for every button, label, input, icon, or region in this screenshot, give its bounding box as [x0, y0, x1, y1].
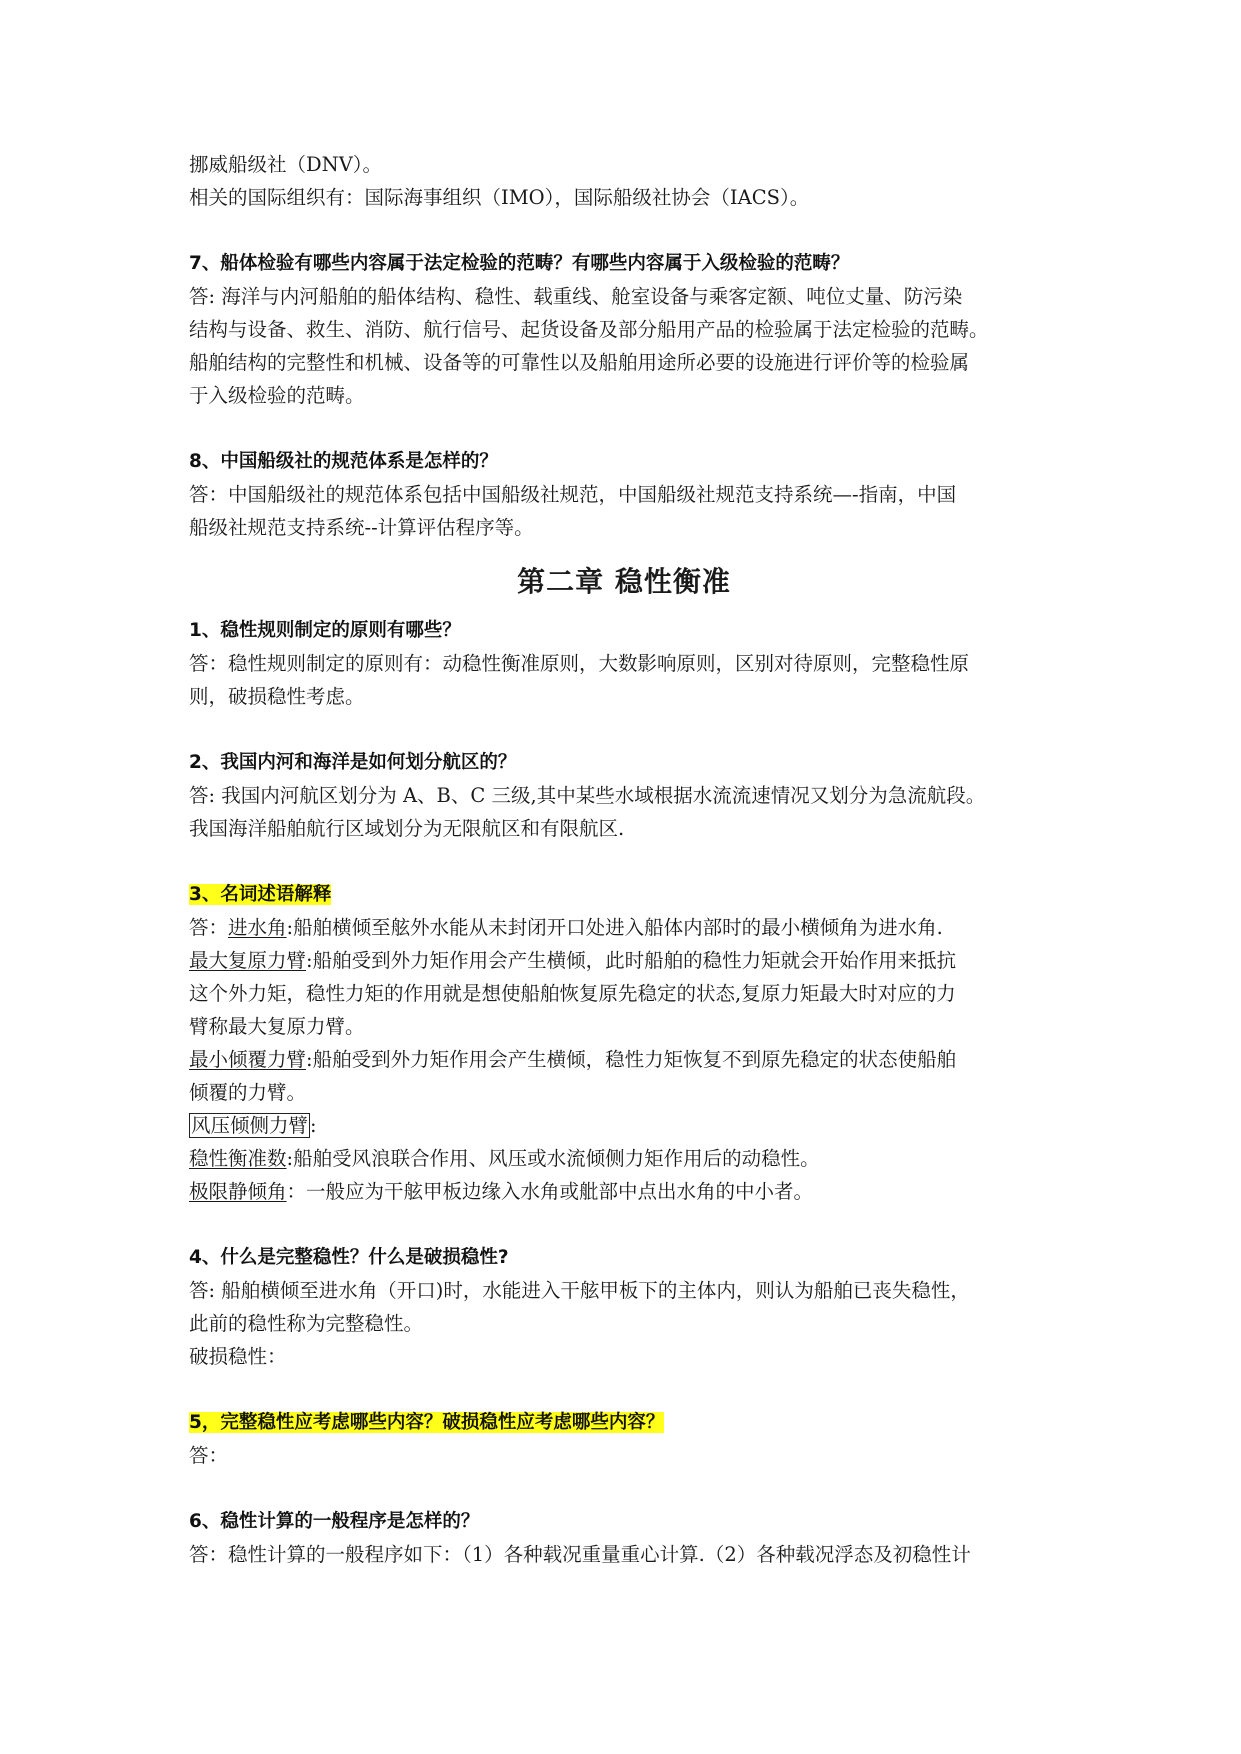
term-stability-criterion: 稳性衡准数: [189, 1147, 287, 1170]
term-limit-static-heel: 极限静倾角: [189, 1180, 287, 1203]
term-definition-line: 倾覆的力臂。: [189, 1081, 307, 1104]
chapter-title: 第二章 稳性衡准: [517, 565, 731, 598]
chapter2-question-2-answer-line: 答: 我国内河航区划分为 A、B、C 三级,其中某些水域根据水流流速情况又划分为急流航段。: [189, 784, 986, 807]
chapter2-question-2-answer-line: 我国海洋船舶航行区域划分为无限航区和有限航区.: [189, 817, 625, 840]
answer-prefix: 答：: [189, 916, 229, 939]
term-line-1: [189, 911, 1059, 944]
highlighted-title: 3、名词述语解释: [189, 884, 332, 905]
chapter2-question-4-answer-line: 答: 船舶横倾至进水角（开口)时，水能进入干舷甲板下的主体内，则认为船舶已丧失稳性，: [189, 1279, 970, 1302]
term-definition-line: 这个外力矩，稳性力矩的作用就是想使船舶恢复原先稳定的状态,复原力矩最大时对应的力: [189, 982, 956, 1005]
term-definition: :船舶横倾至舷外水能从未封闭开口处进入船体内部时的最小横倾角为进水角.: [286, 916, 943, 939]
chapter2-question-4-answer-line: 此前的稳性称为完整稳性。: [189, 1312, 424, 1335]
chapter2-question-6-answer-line: 答：稳性计算的一般程序如下：（1）各种载况重量重心计算.（2）各种载况浮态及初稳性计: [189, 1543, 971, 1566]
term-line-2: [189, 944, 1059, 977]
chapter2-question-1-title: 1、稳性规则制定的原则有哪些？: [189, 620, 461, 641]
term-definition: :船舶受到外力矩作用会产生横倾，此时船舶的稳性力矩就会开始作用来抵抗: [306, 949, 957, 972]
intro-line-1: 挪威船级社（DNV）。: [189, 153, 383, 176]
term-wind-heeling-arm: 风压倾侧力臂: [191, 1114, 309, 1137]
term-line-3: [189, 1043, 1059, 1076]
term-flooding-angle: 进水角: [228, 916, 287, 939]
term-line-6: [189, 1175, 1059, 1208]
question-7-answer-line: 于入级检验的范畴。: [189, 384, 365, 407]
chapter2-question-5-answer: 答：: [189, 1444, 229, 1467]
term-line-4: [189, 1109, 1059, 1142]
chapter2-question-5-title: [189, 1406, 1059, 1439]
term-definition: :船舶受风浪联合作用、风压或水流倾侧力矩作用后的动稳性。: [286, 1147, 820, 1170]
chapter2-question-4-title: 4、什么是完整稳性？什么是破损稳性?: [189, 1247, 509, 1268]
chapter2-question-6-title: 6、稳性计算的一般程序是怎样的？: [189, 1511, 480, 1532]
question-8-title: 8、中国船级社的规范体系是怎样的？: [189, 451, 498, 472]
term-definition: :船舶受到外力矩作用会产生横倾，稳性力矩恢复不到原先稳定的状态使船舶: [306, 1048, 957, 1071]
term-definition: ：一般应为干舷甲板边缘入水角或舭部中点出水角的中小者。: [286, 1180, 814, 1203]
document-page: [189, 148, 1059, 1571]
term-definition-line: 臂称最大复原力臂。: [189, 1015, 365, 1038]
chapter2-question-3-title: [189, 878, 1059, 911]
chapter2-question-1-answer-line: 答：稳性规则制定的原则有：动稳性衡准原则，大数影响原则，区别对待原则，完整稳性原: [189, 652, 970, 675]
term-line-5: [189, 1142, 1059, 1175]
chapter2-question-2-title: 2、我国内河和海洋是如何划分航区的？: [189, 752, 517, 773]
intro-line-2: 相关的国际组织有：国际海事组织（IMO），国际船级社协会（IACS）。: [189, 186, 810, 209]
question-7-title: 7、船体检验有哪些内容属于法定检验的范畴？有哪些内容属于入级检验的范畴？: [189, 253, 850, 274]
term-definition: :: [310, 1114, 317, 1137]
chapter2-question-1-answer-line: 则，破损稳性考虑。: [189, 685, 365, 708]
term-min-capsizing-arm: 最小倾覆力臂: [189, 1048, 307, 1071]
term-max-righting-arm: 最大复原力臂: [189, 949, 307, 972]
question-7-answer-line: 答: 海洋与内河船舶的船体结构、稳性、载重线、舱室设备与乘客定额、吨位丈量、防污染: [189, 285, 963, 308]
question-7-answer-line: 船舶结构的完整性和机械、设备等的可靠性以及船舶用途所必要的设施进行评价等的检验属: [189, 351, 970, 374]
question-8-answer-line: 船级社规范支持系统--计算评估程序等。: [189, 516, 534, 539]
question-8-answer-line: 答：中国船级社的规范体系包括中国船级社规范，中国船级社规范支持系统—-指南，中国: [189, 483, 957, 506]
question-7-answer-line: 结构与设备、救生、消防、航行信号、起货设备及部分船用产品的检验属于法定检验的范畴。: [189, 318, 989, 341]
highlighted-title: 5，完整稳性应考虑哪些内容？破损稳性应考虑哪些内容？: [189, 1412, 665, 1433]
chapter2-question-4-answer-line: 破损稳性：: [189, 1345, 287, 1368]
